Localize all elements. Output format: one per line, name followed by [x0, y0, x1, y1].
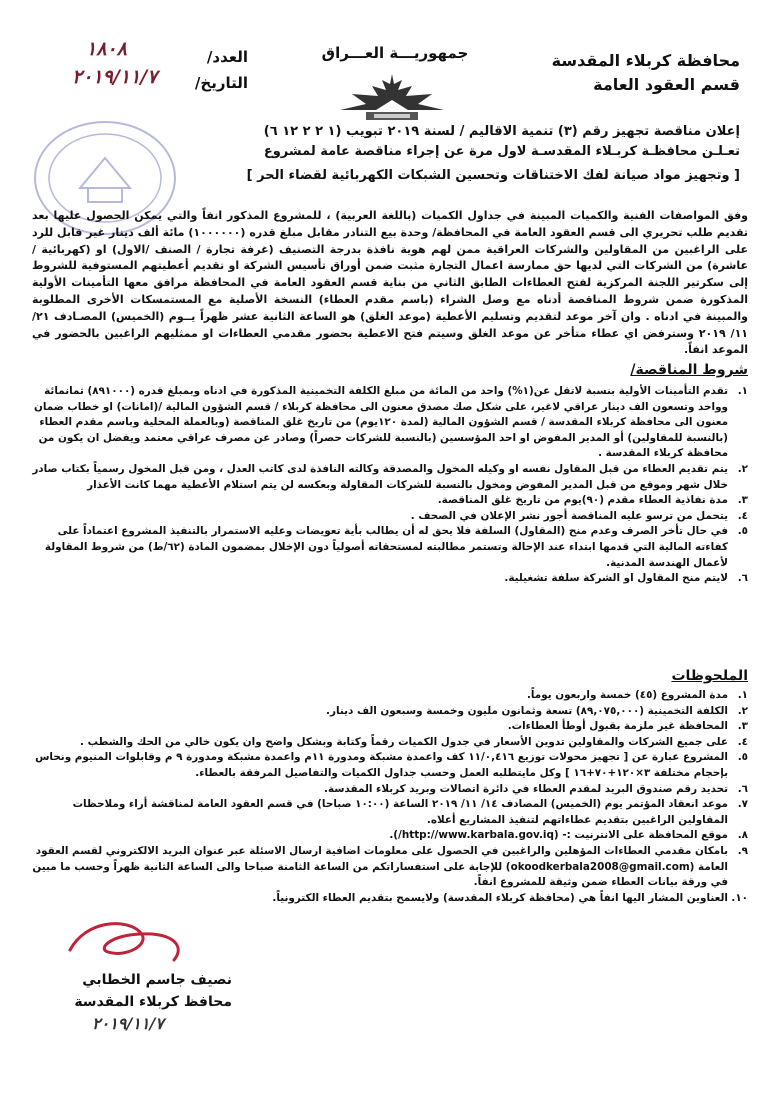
condition-item: ٢. يتم تقديم العطاء من قبل المقاول نفسه او وكيله المخول والمصدقة وكالته النافذة لدى كاتب العدل ، ومن قبل المخول رسمياً بكتاب صادر خلال شهر وموقع من قبل المدير المفوض ومخول بالنسبة للشركات المقاولة وبعكسه لن يتم استلام الأعطية مهما كانت الأعذار [32, 462, 748, 491]
number-handwritten: ١٨٠٨ [86, 38, 127, 60]
conditions-heading: شروط المناقصة/ [630, 362, 748, 378]
signatory-name: نصيف جاسم الخطابي [82, 972, 232, 988]
notes-heading: الملحوظات [671, 668, 748, 684]
conditions-list [32, 384, 748, 587]
announcement-subtitle: تعـلـن محافظـة كربـلاء المقدسـة لاول مرة عن إجراء مناقصة عامة لمشروع [263, 144, 740, 159]
republic-title: جمهوريـــة العـــراق [321, 44, 469, 62]
number-label: العدد/ [206, 48, 248, 66]
note-item: ٨. موقع المحافظة على الانترنيت :- (http://www.karbala.gov.iq/). [389, 829, 748, 842]
note-item: ٣. المحافظة غير ملزمة بقبول أوطأ العطاءات. [507, 720, 748, 733]
date-handwritten: ٢٠١٩/١١/٧ [72, 66, 158, 88]
note-item: ٩. بامكان مقدمي العطاءات المؤهلين والراغبين في الحصول على معلومات اضافية ارسال الاسئلة عبر عنوان البريد الالكتروني لقسم العقود العامة (okoodkerbala2008@gmail.com) للإجابة على استفساراتكم من الساعة الثامنة صباحا والى الساعة الثانية ظهراً وحسب ما مبين في ورقة بيانات العطاء ضمن وثيقة للمشروع انفاً. [32, 844, 748, 889]
condition-item: ٦. لايتم منح المقاول او الشركة سلفة تشغيلية. [504, 572, 748, 585]
note-item: ٢. الكلفة التخمينية (٨٩,٠٧٥,٠٠٠) تسعة وثمانون مليون وخمسة وسبعون الف دينار. [326, 704, 748, 717]
intro-paragraph: وفق المواصفات الفنية والكميات المبينة في جداول الكميات (باللغة العربية) ، للمشروع المذكور انفاً والتي يمكن الحصول عليها بعد تقديم طلب تحريري الى قسم العقود العامة في المحافظة/ وحدة بيع التنادر مقابل مبلغ قدره (١٠٠٠٠٠٠) مائة ألف دينار غير قابل للرد على الراغبين من المقاولين والشركات العراقية ممن لهم هوية نافذة بدرجة التصنيف (غرفة تجارة / الصنف /الاول) او (كهربائية /عاشرة) من الشركات التي لديها حق ممارسة اعمال التجارة مثبت ضمن أوراق تأسيس الشركة او تقديم أعطيتهم المستوفية للشروط إلى سكرتير اللجنة المركزية لفتح العطاءات الطابق الثاني من بناية قسم العقود العامة في المحافظة مرافق معها التأمينات الأولية المذكورة ضمن شروط المناقصة أدناه مع وصل الشراء (باسم مقدم العطاء) النسخة الأصلية مع المستمسكات الأخرى المطلوبة والمبينة في ادناه . وان آخر موعد لتقديم وتسليم الأعطية (موعد الغلق) هو الساعة الثانية عشر ظهراً يــوم (الخميس) المصـادف ٢١/ ١١/ ٢٠١٩ وسترفض اي عطاء متأخر عن موعد الغلق وسيتم فتح الاعطية بحضور مقدمي العطاءات او ممثليهم الراغبين بالحضور في الموعد انفاً. [32, 209, 748, 357]
department-name: قسم العقود العامة [593, 75, 740, 94]
condition-item: ٥. في حال تأخر الصرف وعدم منح (المقاول) السلفة فلا يحق له أن يطالب بأية تعويضات وعليه الاستمرار بالتنفيذ المشروع اعتماداً على كفاءته المالية التي قدمها ابتداء عند الإحالة وتستمر مطالبته لمستحقاته أصولياً دون الإخلال بمضمون المادة (٦٢/ط) من شروط المقاولة لأعمال الهندسة المدنية. [44, 525, 748, 569]
project-title: [ وتجهيز مواد صيانة لفك الاختناقات وتحسين الشبكات الكهربائية لقضاء الحر ] [246, 168, 740, 183]
date-label: التاريخ/ [194, 74, 248, 92]
notes-list [32, 688, 748, 906]
signatory-title: محافظ كربلاء المقدسة [74, 994, 232, 1010]
condition-item: ٤. يتحمل من ترسو عليه المناقصة أجور نشر الإعلان في الصحف . [410, 509, 748, 522]
signature-scribble-icon [56, 912, 206, 972]
note-item: ١٠. العناوين المشار اليها انفاً هي (محافظة كربلاء المقدسة) ولايسمح بتقديم العطاء الكترونياً. [272, 891, 748, 904]
note-item: ٥. المشروع عبارة عن [ تجهيز محولات توزيع ١١/٠,٤١٦ كف واعمدة مشبكة ومدورة ١١م واعمدة مشبكة ومدورة ٩ م وقابلوات المنيوم ونحاس بإحجام مختلفة ٣×١٢٠+٧٠+١٦ ] وكل مايتطلبه العمل وحسب جداول الكميات والتفاصيل المرفقة بالعطاء. [35, 751, 748, 779]
emblem-icon [332, 70, 452, 124]
note-item: ٦. تحديد رقم صندوق البريد لمقدم العطاء في دائرة اتصالات وبريد كربلاء المقدسة. [324, 782, 748, 795]
note-item: ٧. موعد انعقاد المؤتمر يوم (الخميس) المصادف ١٤/ ١١/ ٢٠١٩ الساعة (١٠:٠٠ صباحا) في قسم العقود العامة لمناقشة أراء وملاحظات المقاولين الراغبين بتقديم عطاءاتهم لتنفيذ المشاريع أعلاه. [72, 798, 748, 826]
note-item: ٤. على جميع الشركات والمقاولين تدوين الأسعار في جدول الكميات رقماً وكتابة وبشكل واضح وان يكون خالي من الحك والشطب . [80, 735, 748, 748]
governorate-name: محافظة كربلاء المقدسة [551, 51, 740, 70]
signature-date: ٢٠١٩/١١/٧ [92, 1014, 164, 1033]
note-item: ١. مدة المشروع (٤٥) خمسة واربعون يوماً. [526, 689, 748, 701]
condition-item: ١. تقدم التأمينات الأولية بنسبة لاتقل عن(١%) واحد من المائة من مبلغ الكلفة التخمينية المذكورة في ادناه وبمبلغ قدره (٨٩١٠٠٠) ثمانمائة وواحد وتسعون الف دينار عراقي لاغير، على شكل صك مصدق معنون الى محافظة كربلاء / قسم الشؤون المالية /(امانات) او خطاب ضمان معنون الى محافظة كربلاء المقدسة / قسم الشؤون المالية (لمدة ١٢٠يوم) من تاريخ غلق المناقصة (وبالعملة المحلية وباسم مقدم العطاء (بالنسبة للمقاولين) أو المدير المفوض او احد المؤسسين (بالنسبة للشركات حصراً) وصادر عن مصرف عراقي معتمد ويفضل ان يكون من محافظة كربلاء المقدسة . [33, 385, 748, 460]
announcement-title: إعلان مناقصة تجهيز رقم (٣) تنمية الاقاليم / لسنة ٢٠١٩ تبويب (١ ٢ ٢ ١٢ ٦) [263, 124, 740, 139]
condition-item: ٣. مدة نفاذية العطاء مقدم (٩٠)يوم من تاريخ غلق المناقصة. [437, 494, 748, 507]
